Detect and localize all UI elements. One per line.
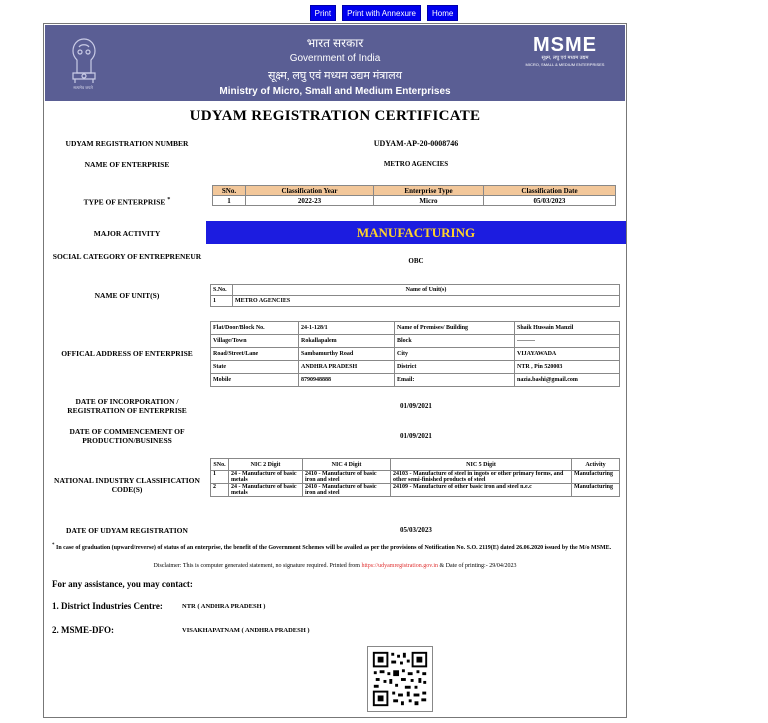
nic-header-activity: Activity <box>572 459 620 471</box>
nic-label: NATIONAL INDUSTRY CLASSIFICATION CODE(S) <box>54 476 200 494</box>
classification-table <box>212 185 616 206</box>
classification-header-date: Classification Date <box>484 186 616 196</box>
major-activity-value: MANUFACTURING <box>206 221 626 244</box>
top-buttons <box>0 5 768 21</box>
incorporation-value: 01/09/2021 <box>400 402 432 410</box>
nic-2digit: 24 - Manufacture of basic metals <box>229 484 303 497</box>
dic-label: 1. District Industries Centre: <box>52 601 163 611</box>
units-header-sno: S.No. <box>211 285 233 296</box>
nic-header-2digit: NIC 2 Digit <box>229 459 303 471</box>
disclaimer <box>44 563 626 569</box>
classification-header-year: Classification Year <box>246 186 374 196</box>
emblem-caption: सत्यमेव जयते <box>73 85 93 90</box>
hindi-government-title: भारत सरकार <box>306 36 364 50</box>
nic-header-4digit: NIC 4 Digit <box>303 459 391 471</box>
table-row <box>211 374 620 387</box>
reg-number-label: UDYAM REGISTRATION NUMBER <box>65 139 189 148</box>
msme-logo: MSME <box>533 34 597 56</box>
units-table <box>210 284 620 307</box>
address-value: 24-1-128/1 <box>299 322 395 335</box>
enterprise-name-label: NAME OF ENTERPRISE <box>84 160 170 169</box>
enterprise-type-text: TYPE OF ENTERPRISE <box>83 197 166 207</box>
classification-sno: 1 <box>213 196 246 206</box>
home-button[interactable]: Home <box>427 5 458 21</box>
units-header-name: Name of Unit(s) <box>233 285 620 296</box>
english-ministry-title: Ministry of Micro, Small and Medium Enterprises <box>219 86 451 97</box>
enterprise-type-label <box>52 195 202 207</box>
address-value: Rokallapalem <box>299 335 395 348</box>
address-key: Name of Premises/ Building <box>395 322 515 335</box>
nic-sno: 2 <box>211 484 229 497</box>
disclaimer-prefix: Disclaimer: This is computer generated statement, no signature required. Printed from <box>153 563 360 569</box>
unit-name-label: NAME OF UNIT(S) <box>94 291 160 300</box>
print-with-annexure-button[interactable]: Print with Annexure <box>342 5 421 21</box>
table-row <box>211 459 620 471</box>
classification-header-type: Enterprise Type <box>374 186 484 196</box>
nic-5digit: 24109 - Manufacture of other basic iron and steel n.e.c <box>391 484 572 497</box>
udyam-date-label: DATE OF UDYAM REGISTRATION <box>66 526 188 535</box>
classification-year: 2022-23 <box>246 196 374 206</box>
table-row <box>211 296 620 307</box>
social-category-label: SOCIAL CATEGORY OF ENTREPRENEUR <box>52 252 202 261</box>
dic-value: NTR ( ANDHRA PRADESH ) <box>182 603 266 610</box>
enterprise-type-star: * <box>167 196 171 203</box>
commencement-value: 01/09/2021 <box>400 432 432 440</box>
major-activity-label: MAJOR ACTIVITY <box>93 229 161 238</box>
udyam-date-value: 05/03/2023 <box>400 526 432 534</box>
address-key: District <box>395 361 515 374</box>
nic-header-sno: SNo. <box>211 459 229 471</box>
commencement-label: DATE OF COMMENCEMENT OF PRODUCTION/BUSINESS <box>69 427 185 445</box>
address-value: 8790948888 <box>299 374 395 387</box>
nic-activity: Manufacturing <box>572 471 620 484</box>
address-value: VIJAYAWADA <box>515 348 620 361</box>
table-row <box>211 285 620 296</box>
disclaimer-suffix: & Date of printing:- 29/04/2023 <box>439 563 517 569</box>
address-value: --------- <box>515 335 620 348</box>
dfo-label: 2. MSME-DFO: <box>52 625 114 635</box>
address-value: NTR , Pin 520003 <box>515 361 620 374</box>
address-label: OFFICAL ADDRESS OF ENTERPRISE <box>61 349 193 358</box>
nic-2digit: 24 - Manufacture of basic metals <box>229 471 303 484</box>
msme-brand <box>519 35 611 67</box>
table-row <box>211 471 620 484</box>
hindi-ministry-title: सूक्ष्म, लघु एवं मध्यम उद्यम मंत्रालय <box>267 70 403 82</box>
table-row <box>211 348 620 361</box>
address-value: ANDHRA PRADESH <box>299 361 395 374</box>
assistance-heading: For any assistance, you may contact: <box>52 579 193 589</box>
udyam-link[interactable]: https://udyamregistration.gov.in <box>361 563 439 569</box>
table-row <box>211 361 620 374</box>
english-government-title: Government of India <box>289 53 381 64</box>
address-key: State <box>211 361 299 374</box>
address-key: Village/Town <box>211 335 299 348</box>
address-key: Road/Street/Lane <box>211 348 299 361</box>
print-button[interactable]: Print <box>310 5 336 21</box>
qr-code-icon <box>367 646 433 712</box>
enterprise-name-value: METRO AGENCIES <box>383 160 449 168</box>
certificate-title: UDYAM REGISTRATION CERTIFICATE <box>189 108 481 124</box>
ministry-banner <box>45 25 625 101</box>
address-key: City <box>395 348 515 361</box>
nic-5digit: 24103 - Manufacture of steel in ingots or other primary forms, and other semi-finished products of steel <box>391 471 572 484</box>
address-key: Block <box>395 335 515 348</box>
nic-4digit: 2410 - Manufacture of basic iron and steel <box>303 471 391 484</box>
unit-sno: 1 <box>211 296 233 307</box>
reg-number-value: UDYAM-AP-20-0008746 <box>373 139 459 148</box>
classification-header-sno: SNo. <box>213 186 246 196</box>
graduation-note <box>52 542 620 552</box>
address-value: Sambamurthy Road <box>299 348 395 361</box>
nic-sno: 1 <box>211 471 229 484</box>
table-row <box>213 196 616 206</box>
nic-header-5digit: NIC 5 Digit <box>391 459 572 471</box>
nic-table <box>210 458 620 497</box>
social-category-value: OBC <box>408 257 424 265</box>
incorporation-label: DATE OF INCORPORATION / REGISTRATION OF ENTERPRISE <box>67 397 187 415</box>
classification-type: Micro <box>374 196 484 206</box>
graduation-star: * <box>52 543 55 548</box>
table-row <box>211 335 620 348</box>
address-key: Flat/Door/Block No. <box>211 322 299 335</box>
msme-logo-english: MICRO, SMALL & MEDIUM ENTERPRISES <box>525 62 605 67</box>
address-table <box>210 321 620 387</box>
classification-date: 05/03/2023 <box>484 196 616 206</box>
address-key: Mobile <box>211 374 299 387</box>
certificate <box>43 23 627 718</box>
table-row <box>211 484 620 497</box>
nic-activity: Manufacturing <box>572 484 620 497</box>
msme-logo-hindi: सूक्ष्म, लघु एवं मध्यम उद्यम <box>541 55 589 61</box>
address-value: nazia.bashi@gmail.com <box>515 374 620 387</box>
graduation-text: In case of graduation (upward/reverse) of status of an enterprise, the benefit of the Government Schemes will be availed as per the provisions of Notification No. S.O. 2119(E) dated 26.06.2020 issued by the M/o MSME. <box>56 545 612 551</box>
nic-4digit: 2410 - Manufacture of basic iron and steel <box>303 484 391 497</box>
address-key: Email: <box>395 374 515 387</box>
unit-name: METRO AGENCIES <box>233 296 620 307</box>
table-row <box>211 322 620 335</box>
dfo-value: VISAKHAPATNAM ( ANDHRA PRADESH ) <box>182 627 310 634</box>
address-value: Shaik Hussain Manzil <box>515 322 620 335</box>
